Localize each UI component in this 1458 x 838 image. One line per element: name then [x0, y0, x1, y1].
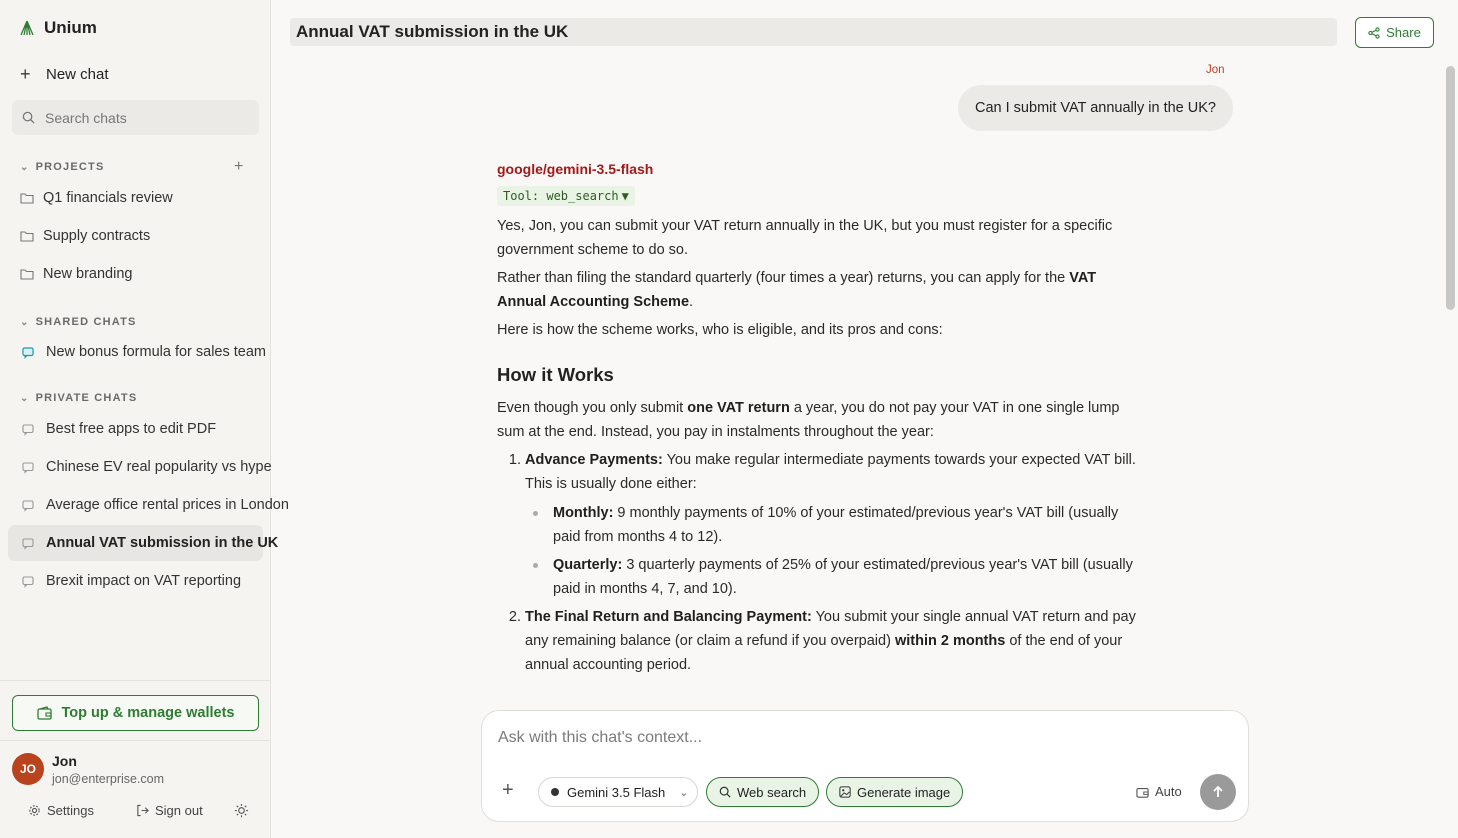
image-icon [839, 786, 851, 798]
model-selector-label: Gemini 3.5 Flash [567, 784, 666, 800]
chat-label: Brexit impact on VAT reporting [46, 573, 242, 589]
gear-icon [28, 804, 41, 817]
chat-label: Annual VAT submission in the UK [46, 535, 279, 551]
paragraph [497, 396, 1145, 444]
chevron-down-icon: ⌄ [20, 392, 30, 404]
private-chats-heading-label: PRIVATE CHATS [35, 392, 138, 404]
settings-button[interactable] [28, 803, 94, 818]
text: You submit your single annual VAT return and pay any remaining balance (or claim a refund if you overpaid) [525, 609, 1136, 649]
folder-icon [20, 192, 34, 204]
bold-text: within 2 months [894, 633, 1006, 649]
sign-out-icon [136, 804, 149, 817]
theme-toggle-button[interactable] [234, 803, 249, 823]
wallet-button-label: Top up & manage wallets [61, 705, 235, 721]
sidebar-item-chat[interactable] [8, 563, 263, 599]
chevron-down-icon: ⌄ [679, 786, 689, 799]
bold-text: Monthly: [553, 505, 614, 521]
bullet-list [553, 501, 1145, 601]
share-icon [1368, 27, 1380, 39]
assistant-message [497, 214, 1145, 681]
bold-text: VAT Annual Accounting Scheme [497, 270, 1097, 310]
chevron-down-icon: ⌄ [20, 161, 30, 173]
wallet-icon [37, 706, 52, 720]
share-button[interactable] [1355, 17, 1434, 48]
sidebar-item-chat[interactable] [8, 449, 272, 485]
list-item [553, 553, 1145, 601]
user-name: Jon [52, 753, 77, 769]
sidebar-item-chat[interactable] [8, 487, 289, 523]
numbered-list [525, 448, 1145, 677]
send-button[interactable] [1200, 774, 1236, 810]
model-dot-icon [551, 788, 559, 796]
text: 3 quarterly payments of 25% of your estimated/previous year's VAT bill (usually paid in months 4, 7, and 10). [553, 557, 1133, 597]
arrow-up-icon [1211, 785, 1225, 799]
text: 9 monthly payments of 10% of your estimated/previous year's VAT bill (usually paid from months 4 to 12). [553, 505, 1119, 545]
tool-call-toggle[interactable] [497, 186, 635, 206]
text: . [689, 294, 694, 310]
chat-icon [22, 424, 34, 435]
shared-chats-heading-label: SHARED CHATS [35, 316, 137, 328]
private-chats-heading[interactable] [20, 392, 137, 404]
list-item [553, 501, 1145, 549]
auto-wallet-selector[interactable] [1136, 784, 1182, 799]
app-name: Unium [44, 18, 97, 37]
top-up-wallets-button[interactable] [12, 695, 259, 731]
project-item[interactable] [20, 266, 132, 282]
chat-icon [22, 576, 34, 587]
project-item[interactable] [20, 190, 173, 206]
text: You make regular intermediate payments towards your expected VAT bill. This is usually done either: [525, 452, 1136, 492]
project-item[interactable] [20, 228, 150, 244]
sign-out-label: Sign out [155, 803, 203, 818]
search-box[interactable] [12, 100, 259, 135]
scrollbar[interactable] [1444, 64, 1456, 710]
unium-logo-icon [18, 19, 36, 37]
project-label: New branding [43, 266, 133, 282]
add-project-button[interactable]: + [234, 158, 244, 175]
message-sender: Jon [1206, 64, 1225, 76]
sidebar-item-chat-active[interactable] [8, 525, 279, 561]
text: Even though you only submit [497, 400, 688, 416]
sidebar [0, 0, 289, 838]
shared-chats-heading[interactable] [20, 316, 137, 328]
chat-label: Best free apps to edit PDF [46, 421, 217, 437]
bold-text: Advance Payments: [525, 452, 663, 468]
sun-icon [234, 803, 249, 818]
new-chat-button[interactable] [20, 64, 109, 85]
composer [481, 710, 1249, 822]
web-search-toggle[interactable] [706, 777, 819, 807]
chat-icon [22, 500, 34, 511]
plus-icon: + [20, 64, 31, 84]
divider [0, 740, 271, 741]
user-email: jon@enterprise.com [52, 772, 165, 786]
web-search-label: Web search [737, 784, 807, 800]
chat-icon [22, 462, 34, 473]
chat-label: Average office rental prices in London [46, 497, 289, 513]
wallet-icon [1136, 786, 1149, 798]
shared-chat-icon [22, 347, 34, 358]
sidebar-footer [0, 680, 271, 838]
scrollbar-thumb[interactable] [1446, 66, 1455, 310]
attach-button[interactable]: + [502, 779, 514, 801]
generate-image-label: Generate image [857, 784, 951, 800]
folder-icon [20, 230, 34, 242]
model-selector[interactable] [538, 777, 698, 807]
sidebar-item-shared-chat[interactable] [8, 334, 267, 370]
avatar[interactable]: JO [12, 753, 44, 785]
search-input[interactable] [45, 110, 245, 126]
chat-title[interactable]: Annual VAT submission in the UK [290, 18, 1337, 46]
text: of the end of your annual accounting period. [525, 633, 1123, 673]
bold-text: Quarterly: [553, 557, 623, 573]
project-label: Q1 financials review [43, 190, 173, 206]
paragraph: Here is how the scheme works, who is eligible, and its pros and cons: [497, 322, 943, 338]
list-item [525, 448, 1145, 601]
paragraph: Yes, Jon, you can submit your VAT return annually in the UK, but you must register for a specific government scheme to do so. [497, 218, 1113, 258]
tool-call-label: Tool: web_search [503, 189, 619, 203]
projects-heading-label: PROJECTS [35, 161, 105, 173]
text: a year, you do not pay your VAT in one single lump sum at the end. Instead, you pay in instalments throughout the year: [497, 400, 1120, 440]
assistant-model-name: google/gemini-3.5-flash [497, 161, 654, 177]
projects-heading[interactable] [20, 161, 105, 173]
search-icon [22, 111, 35, 124]
paragraph [497, 266, 1145, 314]
generate-image-toggle[interactable] [826, 777, 963, 807]
brand[interactable] [18, 18, 97, 38]
list-item [525, 605, 1145, 677]
sidebar-item-chat[interactable] [8, 411, 263, 447]
settings-label: Settings [47, 803, 94, 818]
caret-down-icon: ▼ [621, 189, 629, 203]
chevron-down-icon: ⌄ [20, 316, 30, 328]
chat-label: Chinese EV real popularity vs hype [46, 459, 272, 475]
text: Rather than filing the standard quarterly (four times a year) returns, you can apply for the [497, 270, 1070, 286]
sign-out-button[interactable] [136, 803, 203, 818]
auto-label: Auto [1155, 784, 1182, 799]
bold-text: The Final Return and Balancing Payment: [525, 609, 812, 625]
project-label: Supply contracts [43, 228, 151, 244]
folder-icon [20, 268, 34, 280]
share-label: Share [1386, 25, 1421, 40]
bold-text: one VAT return [687, 400, 790, 416]
search-icon [719, 786, 731, 798]
chat-label: New bonus formula for sales team [46, 344, 267, 360]
user-message: Can I submit VAT annually in the UK? [958, 85, 1233, 131]
message-input[interactable] [498, 729, 1198, 747]
section-heading: How it Works [497, 364, 614, 385]
new-chat-label: New chat [46, 66, 109, 83]
chat-icon [22, 538, 34, 549]
